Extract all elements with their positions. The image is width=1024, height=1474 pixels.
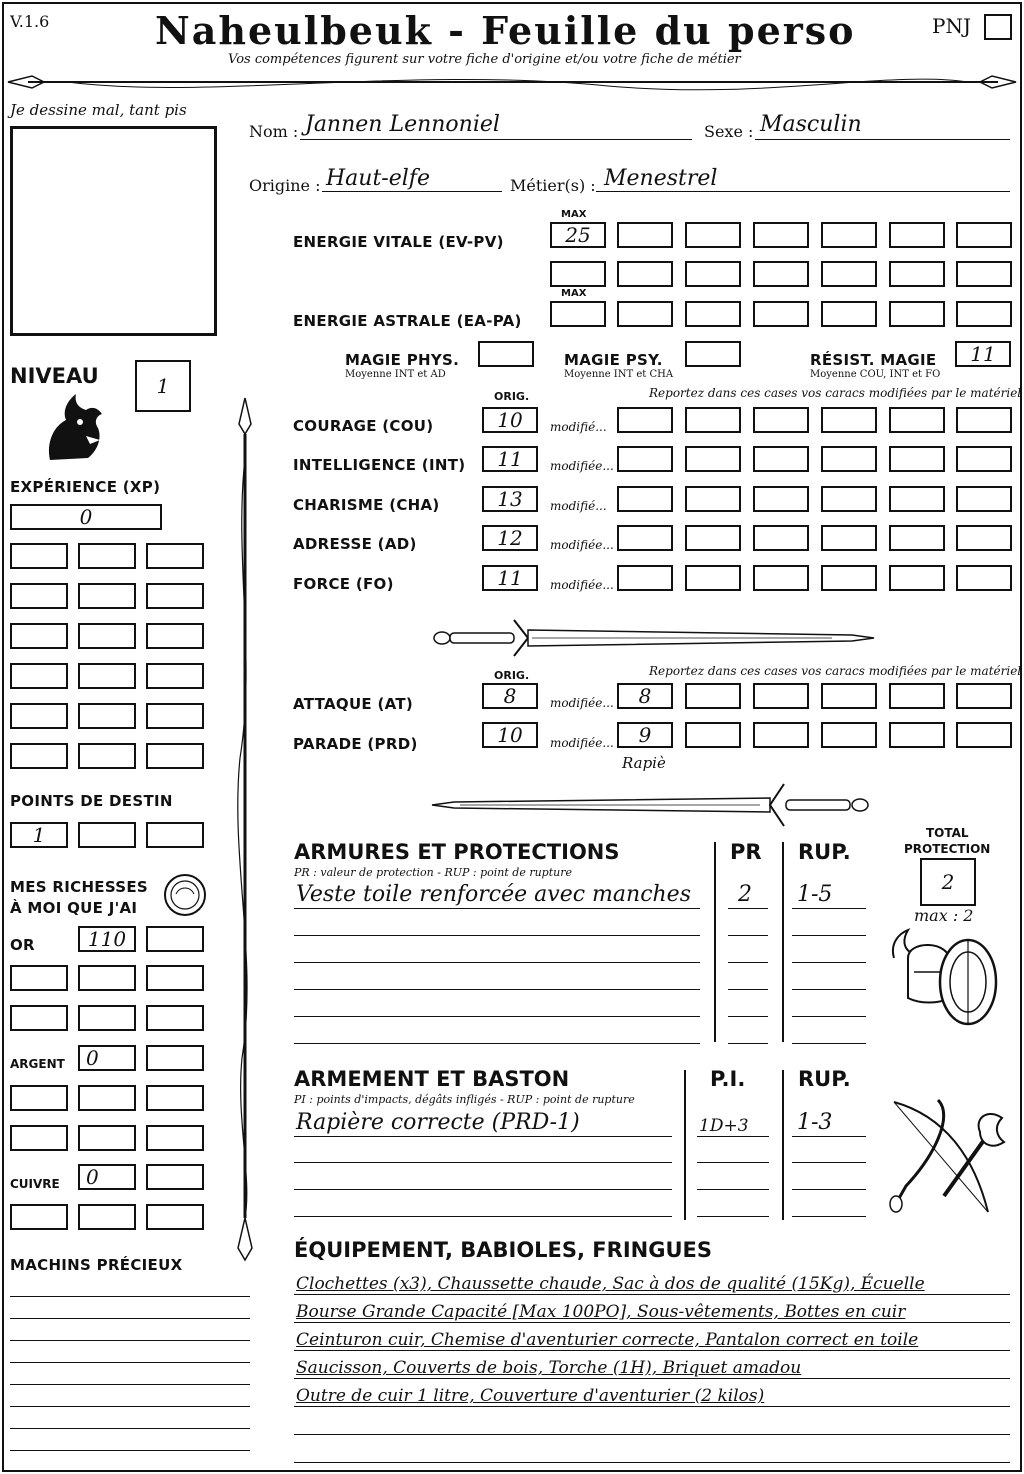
arme-name[interactable]: Rapière correcte (PRD-1) [296, 1110, 580, 1135]
argent-box-extra[interactable] [78, 1125, 136, 1151]
stat-orig-value: 12 [497, 526, 523, 550]
stat-modif-box[interactable] [685, 486, 741, 512]
arme-pi[interactable]: 1D+3 [699, 1116, 749, 1136]
arme-rup-line[interactable] [792, 1136, 866, 1137]
equipement-text[interactable]: Saucisson, Couverts de bois, Torche (1H), Briquet amadou [296, 1358, 802, 1378]
stat-modif-label: modifié... [550, 499, 607, 513]
attaque-modif-value: 8 [638, 684, 652, 708]
xp-box[interactable] [10, 583, 68, 609]
stat-modif-box[interactable] [617, 486, 673, 512]
equipement-text[interactable]: Bourse Grande Capacité [Max 100PO], Sous-vêtements, Bottes en cuir [296, 1302, 906, 1322]
argent-box-extra[interactable] [146, 1085, 204, 1111]
xp-box[interactable] [10, 504, 162, 530]
nom-line [300, 139, 692, 140]
pnj-label: PNJ [932, 14, 971, 38]
destin-box-1[interactable] [10, 822, 68, 848]
arme-rup-line[interactable] [792, 1189, 866, 1190]
armure-line[interactable] [294, 935, 700, 936]
stat-modif-box[interactable] [956, 446, 1012, 472]
armure-pr[interactable]: 2 [738, 882, 752, 907]
stat-modif-box[interactable] [889, 446, 945, 472]
stat-orig-value: 11 [497, 447, 523, 471]
total-protection-label-1: TOTAL [926, 826, 969, 840]
stat-label: ADRESSE (AD) [293, 535, 417, 553]
ea-label: ENERGIE ASTRALE (EA-PA) [293, 312, 522, 330]
argent-box-extra[interactable] [146, 1125, 204, 1151]
richesses-label-2: À MOI QUE J'AI [10, 899, 138, 917]
magie-phys-note: Moyenne INT et AD [345, 369, 446, 380]
xp-box[interactable] [10, 543, 68, 569]
resist-magie-note: Moyenne COU, INT et FO [810, 369, 941, 380]
xp-box[interactable] [10, 703, 68, 729]
stat-orig-value: 11 [497, 566, 523, 590]
metier-label: Métier(s) : [510, 176, 596, 195]
machins-precieux-line[interactable] [10, 1340, 250, 1341]
ev-box[interactable] [753, 261, 809, 287]
destin-box-3[interactable] [146, 822, 204, 848]
armement-divider-1 [684, 1070, 686, 1220]
xp-box[interactable] [146, 543, 204, 569]
armures-pr-header: PR [730, 840, 762, 864]
armure-pr-line[interactable] [728, 1016, 768, 1017]
ev-box[interactable] [956, 261, 1012, 287]
total-protection-max: max : 2 [914, 906, 974, 925]
armement-rup-header: RUP. [798, 1067, 851, 1091]
stat-modif-box[interactable] [889, 525, 945, 551]
stat-modif-box[interactable] [617, 525, 673, 551]
resist-magie-value: 11 [970, 342, 996, 366]
ev-label: ENERGIE VITALE (EV-PV) [293, 233, 504, 251]
or-box-extra[interactable] [78, 1005, 136, 1031]
armure-rup-line[interactable] [792, 989, 866, 990]
niveau-box[interactable] [135, 360, 191, 412]
arme-pi-line[interactable] [697, 1216, 769, 1217]
resist-magie-box[interactable] [955, 341, 1011, 367]
armures-note: PR : valeur de protection - RUP : point de rupture [294, 866, 572, 879]
stat-modif-box[interactable] [753, 565, 809, 591]
armure-rup-line[interactable] [792, 1016, 866, 1017]
parade-orig-value: 10 [497, 723, 523, 747]
arme-pi-line[interactable] [697, 1136, 769, 1137]
richesses-label-1: MES RICHESSES [10, 878, 149, 896]
stat-modif-box[interactable] [617, 565, 673, 591]
stat-modif-box[interactable] [956, 525, 1012, 551]
xp-label: EXPÉRIENCE (XP) [10, 478, 161, 496]
stat-modif-box[interactable] [685, 407, 741, 433]
stat-modif-label: modifiée... [550, 459, 614, 473]
armure-line[interactable] [294, 908, 700, 909]
armure-name[interactable]: Veste toile renforcée avec manches [296, 882, 691, 907]
orig-label: ORIG. [494, 390, 530, 403]
cuivre-box[interactable] [78, 1164, 136, 1190]
stat-modif-box[interactable] [685, 446, 741, 472]
metier-value[interactable]: Menestrel [604, 166, 718, 191]
attaque-modif-label: modifiée... [550, 696, 614, 710]
argent-box-extra[interactable] [10, 1085, 68, 1111]
machins-precieux-line[interactable] [10, 1384, 250, 1385]
arme-line[interactable] [294, 1136, 672, 1137]
equipement-line[interactable] [294, 1462, 1010, 1463]
xp-box[interactable] [146, 663, 204, 689]
stat-modif-box[interactable] [821, 407, 877, 433]
armure-pr-line[interactable] [728, 935, 768, 936]
magie-phys-label: MAGIE PHYS. [345, 351, 460, 369]
niveau-label: NIVEAU [10, 364, 99, 388]
xp-box[interactable] [78, 583, 136, 609]
attaque-box[interactable] [821, 683, 877, 709]
xp-box[interactable] [146, 583, 204, 609]
armure-rup[interactable]: 1-5 [797, 882, 833, 907]
equipement-line[interactable] [294, 1434, 1010, 1435]
stat-modif-box[interactable] [821, 565, 877, 591]
argent-box[interactable] [78, 1045, 136, 1071]
attaque-box[interactable] [889, 683, 945, 709]
armure-rup-line[interactable] [792, 935, 866, 936]
argent-box-extra[interactable] [10, 1125, 68, 1151]
xp-box[interactable] [146, 703, 204, 729]
parade-modif-box[interactable] [617, 722, 673, 748]
or-box-extra[interactable] [146, 965, 204, 991]
arme-rup-line[interactable] [792, 1162, 866, 1163]
ev-box[interactable] [550, 261, 606, 287]
stat-modif-box[interactable] [821, 486, 877, 512]
xp-value: 0 [79, 505, 93, 529]
sexe-line [755, 139, 1010, 140]
machins-precieux-line[interactable] [10, 1406, 250, 1407]
ea-box[interactable] [821, 301, 877, 327]
stat-modif-box[interactable] [753, 446, 809, 472]
sword-icon [432, 614, 876, 662]
armure-line[interactable] [294, 989, 700, 990]
xp-box[interactable] [10, 663, 68, 689]
nom-value[interactable]: Jannen Lennoniel [305, 112, 500, 137]
magie-phys-box[interactable] [478, 341, 534, 367]
attaque-label: ATTAQUE (AT) [293, 695, 414, 713]
attaque-box[interactable] [956, 683, 1012, 709]
sexe-value[interactable]: Masculin [760, 112, 862, 137]
metier-line [596, 191, 1010, 192]
ea-box[interactable] [956, 301, 1012, 327]
arme-pi-line[interactable] [697, 1162, 769, 1163]
armement-pi-header: P.I. [710, 1067, 746, 1091]
stat-orig-box[interactable] [482, 407, 538, 433]
or-box-extra[interactable] [10, 965, 68, 991]
attaque-box[interactable] [685, 683, 741, 709]
ev-box[interactable] [821, 222, 877, 248]
machins-precieux-line[interactable] [10, 1428, 250, 1429]
ea-max-label: MAX [561, 288, 587, 299]
sword-icon-2 [430, 780, 874, 830]
cuivre-label: CUIVRE [10, 1177, 60, 1191]
armure-pr-line[interactable] [728, 908, 768, 909]
argent-box-extra[interactable] [146, 1045, 204, 1071]
destin-value: 1 [32, 823, 46, 847]
spear-vertical [230, 398, 260, 1260]
armure-pr-line[interactable] [728, 962, 768, 963]
ev-box[interactable] [753, 222, 809, 248]
armure-line[interactable] [294, 1016, 700, 1017]
argent-value: 0 [86, 1046, 99, 1070]
equipement-line[interactable] [294, 1406, 1010, 1407]
attaque-box[interactable] [753, 683, 809, 709]
weapons-icon [884, 1096, 1008, 1218]
arme-rup[interactable]: 1-3 [797, 1110, 833, 1135]
or-box-extra[interactable] [78, 965, 136, 991]
armures-divider-1 [714, 842, 716, 1042]
origine-value[interactable]: Haut-elfe [326, 166, 430, 191]
stat-modif-label: modifiée... [550, 538, 614, 552]
armures-rup-header: RUP. [798, 840, 851, 864]
stat-modif-box[interactable] [685, 525, 741, 551]
cuivre-box-extra[interactable] [146, 1204, 204, 1230]
niveau-value: 1 [156, 374, 170, 398]
arme-line[interactable] [294, 1189, 672, 1190]
ea-max-box[interactable] [550, 301, 606, 327]
parade-modif-value: 9 [638, 723, 652, 747]
or-box-extra[interactable] [146, 1005, 204, 1031]
armure-line[interactable] [294, 1043, 700, 1044]
sexe-label: Sexe : [704, 122, 754, 141]
machins-precieux-line[interactable] [10, 1450, 250, 1451]
arme-line[interactable] [294, 1162, 672, 1163]
total-protection-box[interactable] [920, 858, 976, 906]
ev-box[interactable] [685, 222, 741, 248]
stat-modif-box[interactable] [956, 486, 1012, 512]
or-value: 110 [87, 927, 127, 951]
armure-pr-line[interactable] [728, 989, 768, 990]
coin-icon [162, 872, 208, 918]
or-box[interactable] [78, 926, 136, 952]
xp-box[interactable] [78, 623, 136, 649]
stat-orig-value: 10 [497, 408, 523, 432]
ev-box[interactable] [889, 261, 945, 287]
parade-modif-label: modifiée... [550, 736, 614, 750]
or-box-extra[interactable] [10, 1005, 68, 1031]
ev-box[interactable] [821, 261, 877, 287]
parade-box[interactable] [889, 722, 945, 748]
portrait-box[interactable] [10, 126, 217, 336]
stat-modif-box[interactable] [889, 407, 945, 433]
stat-modif-box[interactable] [753, 486, 809, 512]
stat-orig-box[interactable] [482, 446, 538, 472]
equipement-text[interactable]: Ceinturon cuir, Chemise d'aventurier correcte, Pantalon correct en toile [296, 1330, 919, 1350]
parade-box[interactable] [753, 722, 809, 748]
stat-modif-box[interactable] [956, 565, 1012, 591]
stat-label: COURAGE (COU) [293, 417, 434, 435]
parade-box[interactable] [821, 722, 877, 748]
stat-label: INTELLIGENCE (INT) [293, 456, 466, 474]
attaque-orig-box[interactable] [482, 683, 538, 709]
armement-title: ARMEMENT ET BASTON [294, 1067, 570, 1091]
arme-line[interactable] [294, 1216, 672, 1217]
armure-pr-line[interactable] [728, 1043, 768, 1044]
xp-box[interactable] [10, 623, 68, 649]
stat-modif-box[interactable] [956, 407, 1012, 433]
ea-box[interactable] [889, 301, 945, 327]
xp-box[interactable] [10, 743, 68, 769]
or-box-extra[interactable] [146, 926, 204, 952]
helmet-shield-icon [888, 928, 1000, 1028]
armure-line[interactable] [294, 962, 700, 963]
stat-orig-box[interactable] [482, 486, 538, 512]
armures-divider-2 [782, 842, 784, 1042]
ev-box[interactable] [956, 222, 1012, 248]
xp-box[interactable] [78, 543, 136, 569]
armement-divider-2 [782, 1070, 784, 1220]
stat-modif-box[interactable] [617, 407, 673, 433]
argent-label: ARGENT [10, 1057, 65, 1071]
machins-precieux-line[interactable] [10, 1362, 250, 1363]
attaque-orig-value: 8 [503, 684, 517, 708]
stat-modif-box[interactable] [821, 525, 877, 551]
equipement-line[interactable] [294, 1294, 1010, 1295]
cuivre-value: 0 [86, 1165, 99, 1189]
magie-psy-note: Moyenne INT et CHA [564, 369, 674, 380]
combat-report-note: Reportez dans ces cases vos caracs modifiées par le matériel [649, 664, 1022, 678]
stat-modif-box[interactable] [617, 446, 673, 472]
parade-box[interactable] [956, 722, 1012, 748]
destin-box-2[interactable] [78, 822, 136, 848]
parade-box[interactable] [685, 722, 741, 748]
cuivre-box-extra[interactable] [78, 1204, 136, 1230]
stat-orig-box[interactable] [482, 565, 538, 591]
stat-label: CHARISME (CHA) [293, 496, 440, 514]
stat-label: FORCE (FO) [293, 575, 394, 593]
destin-label: POINTS DE DESTIN [10, 792, 173, 810]
combat-orig-label: ORIG. [494, 669, 530, 682]
armure-rup-line[interactable] [792, 908, 866, 909]
parade-note: Rapiè [622, 754, 666, 772]
or-label: OR [10, 936, 35, 954]
ev-box[interactable] [889, 222, 945, 248]
armures-title: ARMURES ET PROTECTIONS [294, 840, 620, 864]
stat-orig-value: 13 [497, 487, 523, 511]
stat-modif-label: modifié... [550, 420, 607, 434]
spear-divider [8, 70, 1018, 100]
ev-max-value: 25 [565, 223, 591, 247]
page-title: Naheulbeuk - Feuille du perso [155, 8, 856, 53]
machins-precieux-label: MACHINS PRÉCIEUX [10, 1256, 183, 1274]
portrait-caption: Je dessine mal, tant pis [10, 101, 187, 119]
machins-precieux-line[interactable] [10, 1318, 250, 1319]
armure-rup-line[interactable] [792, 1043, 866, 1044]
machins-precieux-line[interactable] [10, 1296, 250, 1297]
total-protection-value: 2 [941, 870, 955, 894]
nom-label: Nom : [249, 122, 299, 141]
stat-modif-box[interactable] [685, 565, 741, 591]
armement-note: PI : points d'impacts, dégâts infligés - RUP : point de rupture [294, 1093, 635, 1106]
stat-modif-box[interactable] [889, 565, 945, 591]
stat-modif-box[interactable] [821, 446, 877, 472]
origine-line [322, 191, 502, 192]
magie-psy-label: MAGIE PSY. [564, 351, 663, 369]
xp-box[interactable] [146, 623, 204, 649]
equipement-line[interactable] [294, 1322, 1010, 1323]
magie-psy-box[interactable] [685, 341, 741, 367]
dragon-icon [40, 392, 106, 464]
ea-box[interactable] [617, 301, 673, 327]
xp-box[interactable] [78, 663, 136, 689]
stat-modif-box[interactable] [753, 525, 809, 551]
page-subtitle: Vos compétences figurent sur votre fiche d'origine et/ou votre fiche de métier [228, 52, 741, 67]
attaque-modif-box[interactable] [617, 683, 673, 709]
stat-modif-label: modifiée... [550, 578, 614, 592]
equipement-line[interactable] [294, 1350, 1010, 1351]
stat-orig-box[interactable] [482, 525, 538, 551]
ev-max-label: MAX [561, 209, 587, 220]
parade-orig-box[interactable] [482, 722, 538, 748]
xp-box[interactable] [78, 743, 136, 769]
ea-box[interactable] [753, 301, 809, 327]
xp-box[interactable] [146, 743, 204, 769]
equipement-text[interactable]: Outre de cuir 1 litre, Couverture d'aventurier (2 kilos) [296, 1386, 765, 1406]
version-label: V.1.6 [10, 12, 50, 31]
ev-box[interactable] [685, 261, 741, 287]
pnj-checkbox[interactable] [984, 14, 1012, 40]
xp-box[interactable] [78, 703, 136, 729]
arme-pi-line[interactable] [697, 1189, 769, 1190]
origine-label: Origine : [249, 176, 321, 195]
stats-report-note: Reportez dans ces cases vos caracs modifiées par le matériel [649, 386, 1022, 400]
stat-modif-box[interactable] [889, 486, 945, 512]
equipement-line[interactable] [294, 1378, 1010, 1379]
ev-max-box[interactable] [550, 222, 606, 248]
armure-rup-line[interactable] [792, 962, 866, 963]
parade-label: PARADE (PRD) [293, 735, 418, 753]
stat-modif-box[interactable] [753, 407, 809, 433]
resist-magie-label: RÉSIST. MAGIE [810, 351, 937, 369]
ev-box[interactable] [617, 222, 673, 248]
arme-rup-line[interactable] [792, 1216, 866, 1217]
ev-box[interactable] [617, 261, 673, 287]
equipement-title: ÉQUIPEMENT, BABIOLES, FRINGUES [294, 1238, 712, 1262]
equipement-text[interactable]: Clochettes (x3), Chaussette chaude, Sac à dos de qualité (15Kg), Écuelle [296, 1274, 925, 1294]
argent-box-extra[interactable] [78, 1085, 136, 1111]
total-protection-label-2: PROTECTION [904, 842, 991, 856]
cuivre-box-extra[interactable] [10, 1204, 68, 1230]
cuivre-box-extra[interactable] [146, 1164, 204, 1190]
ea-box[interactable] [685, 301, 741, 327]
